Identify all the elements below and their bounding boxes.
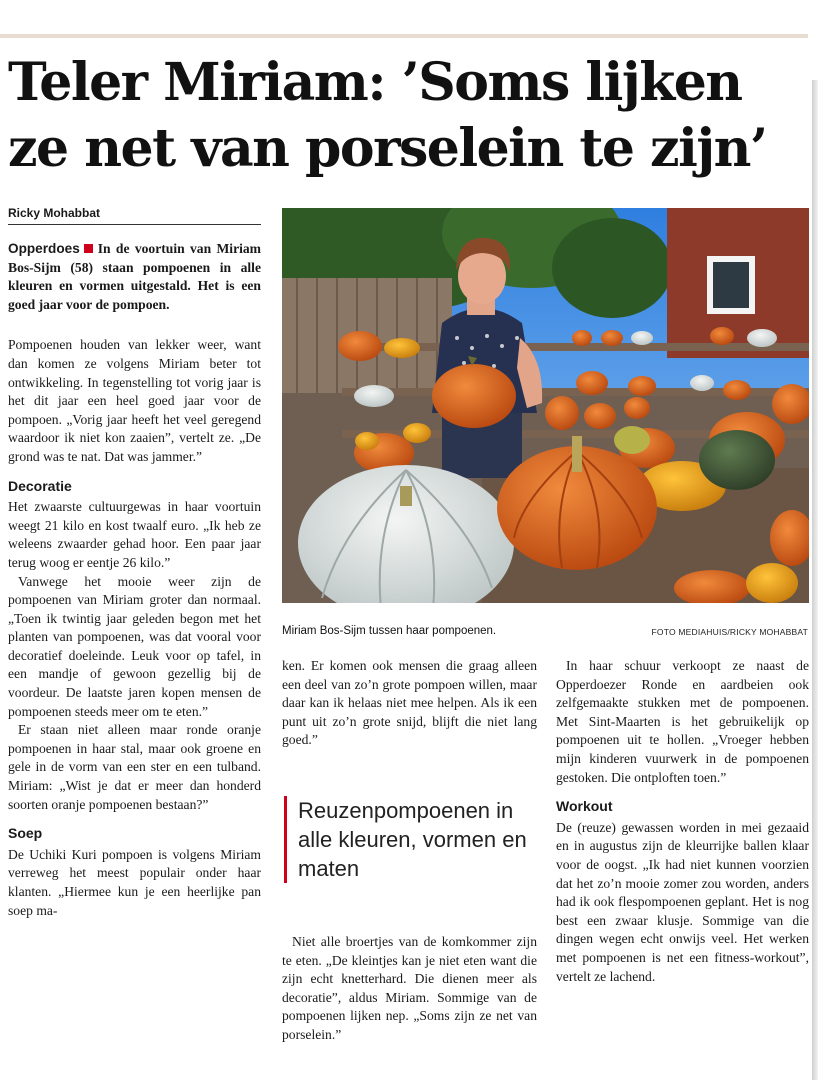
author-byline: Ricky Mohabbat: [8, 206, 261, 225]
subhead-workout: Workout: [556, 798, 613, 815]
article-column-3: [556, 657, 809, 986]
body-paragraph: ken. Er komen ook mensen die graag alleen een deel van zo’n grote pompoen willen, maar daar kan ik helaas niet mee helpen. Als ik een punt uit zo’n grote snijd, blijft die niet lang goed.”: [282, 658, 537, 748]
headline-line-2: ze net van porselein te zijn’: [8, 118, 767, 179]
page-edge-shadow: [812, 80, 818, 1080]
body-paragraph: De (reuze) gewassen worden in mei gezaaid en in augustus zijn de kleurrijke ballen klaar voor de oogst. „Ik had niet kunnen voorzien dat het zo’n mooie zomer zou worden, anders had ik ook flespompoenen geplant. Het is nog best een zwaar klusje. Sommige van die dingen wegen echt onwijs veel. Het werken met pompoenen is net een fitness-workout”, vertelt ze lachend.: [556, 819, 809, 984]
body-paragraph: Niet alle broertjes van de komkommer zijn te eten. „De kleintjes kan je niet eten want die zijn echt knetterhard. Die dienen meer als decoratie”, aldus Miriam. Sommige van de pompoenen lijken nep. „Soms zijn ze net van porselein.”: [282, 934, 537, 1042]
article-column-2-bottom: [282, 933, 537, 1045]
body-paragraph: Vanwege het mooie weer zijn de pompoenen van Miriam groter dan normaal. „Toen ik twintig jaar geleden begon met het planten van pompoenen, was dat vooral voor decoratief doeleinde. Leuk voor op tafel, in een mandje of gewoon gezellig bij de voordeur. De laatste jaren kopen mensen de pompoenen steeds meer om te eten.”: [8, 573, 261, 719]
article-headline: [8, 50, 808, 182]
body-paragraph: Het zwaarste cultuurgewas in haar voortuin weegt 21 kilo en kost twaalf euro. „Ik heb ze weleens zwaarder gehad hoor. Een paar jaar terug woog er eentje 26 kilo.”: [8, 499, 261, 570]
subhead-soep: Soep: [8, 825, 43, 842]
red-square-icon: [84, 244, 93, 253]
subhead-decoratie: Decoratie: [8, 477, 72, 494]
body-paragraph: Pompoenen houden van lekker weer, want dan komen ze volgens Miriam beter tot ontwikkeling. In tegenstelling tot vorig jaar is het dit jaar een heel goed jaar voor de pompoen. „Vorig jaar heeft het veel geregend waardoor ik niet kon zaaien”, vertelt ze. „De grond was te nat. Dat was jammer.”: [8, 337, 261, 464]
body-paragraph: Er staan niet alleen maar ronde oranje pompoenen in haar stal, maar ook groene en gele in de vorm van een ster en een tulband. Miriam: „Wist je dat er meer dan honderd soorten oranje pompoenen bestaan?”: [8, 722, 261, 812]
article-column-2: [282, 657, 537, 750]
article-lead: [8, 240, 261, 314]
photo-caption: Miriam Bos-Sijm tussen haar pompoenen.: [282, 625, 497, 637]
headline-line-1: Teler Miriam: ’Soms lijken: [8, 52, 742, 113]
lead-text: In de voortuin van Miriam Bos-Sijm (58) staan pompoenen in alle kleuren en vormen uitgestald. Het is een goed jaar voor de pompoen.: [8, 241, 261, 312]
body-paragraph: De Uchiki Kuri pompoen is volgens Miriam verreweg het meest populair onder haar klanten. „Hiermee kun je een heerlijke pan soep ma-: [8, 846, 261, 918]
article-photo: [282, 208, 809, 603]
body-paragraph: In haar schuur verkoopt ze naast de Opperdoezer Ronde en aardbeien ook zelfgemaakte stukken met de pompoenen. Met Sint-Maarten is het gebruikelijk op pompoenen uit te hollen. „Vroeger hebben mijn kinderen vuurwerk in de pompoenen gestoken. Die ontploften toen.”: [556, 658, 809, 785]
dateline-place: Opperdoes: [8, 241, 80, 256]
pull-quote: Reuzenpompoenen in alle kleuren, vormen en maten: [284, 796, 544, 883]
top-rule: [0, 34, 808, 38]
article-column-1: [8, 240, 261, 920]
photo-credit: FOTO MEDIAHUIS/RICKY MOHABBAT: [651, 627, 808, 637]
